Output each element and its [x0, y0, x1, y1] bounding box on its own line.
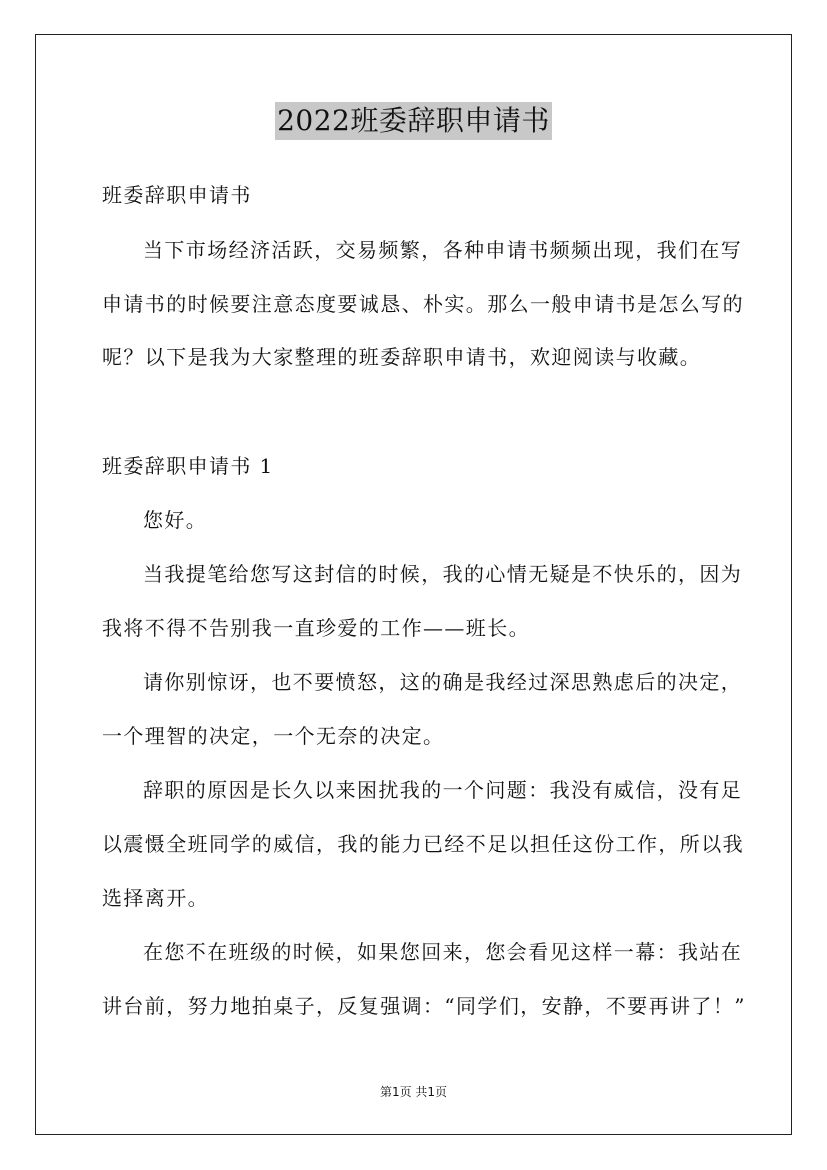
paragraph-line: 呢？以下是我为大家整理的班委辞职申请书，欢迎阅读与收藏。	[102, 345, 702, 369]
paragraph-line: 讲台前，努力地拍桌子，反复强调：“同学们，安静，不要再讲了！”	[102, 994, 746, 1018]
page-footer: 第1页 共1页	[379, 1085, 448, 1099]
paragraph-line: 您好。	[143, 508, 208, 532]
paragraph-line: 以震慑全班同学的威信，我的能力已经不足以担任这份工作，所以我	[102, 832, 744, 856]
document-title: 2022班委辞职申请书	[275, 102, 552, 140]
paragraph-line: 当下市场经济活跃，交易频繁，各种申请书频频出现，我们在写	[143, 238, 743, 262]
title-container	[0, 102, 827, 140]
section-heading: 班委辞职申请书 1	[102, 454, 274, 478]
paragraph-line: 当我提笔给您写这封信的时候，我的心情无疑是不快乐的，因为	[143, 562, 743, 586]
paragraph-line: 辞职的原因是长久以来困扰我的一个问题：我没有威信，没有足	[143, 778, 743, 802]
paragraph-line: 申请书的时候要注意态度要诚恳、朴实。那么一般申请书是怎么写的	[102, 292, 744, 316]
paragraph-line: 在您不在班级的时候，如果您回来，您会看见这样一幕：我站在	[143, 940, 743, 964]
paragraph-line: 选择离开。	[102, 886, 209, 910]
paragraph-line: 我将不得不告别我一直珍爱的工作——班长。	[102, 616, 530, 640]
section-heading: 班委辞职申请书	[102, 183, 252, 207]
paragraph-line: 一个理智的决定，一个无奈的决定。	[102, 724, 445, 748]
paragraph-line: 请你别惊讶，也不要愤怒，这的确是我经过深思熟虑后的决定，	[143, 670, 743, 694]
